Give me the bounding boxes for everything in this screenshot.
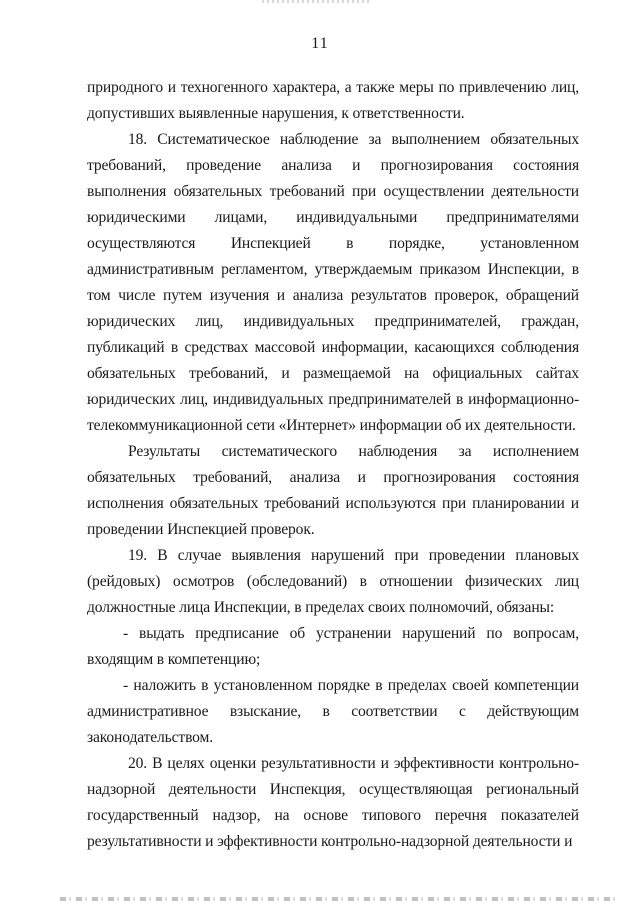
scan-speckle-top bbox=[262, 0, 372, 3]
page-number: 11 bbox=[311, 35, 329, 52]
list-item-prescription: - выдать предписание об устранении нарушений по вопросам, входящим в компетенцию; bbox=[87, 625, 579, 668]
paragraph-item-20: 20. В целях оценки результативности и эффективности контрольно-надзорной деятельности Инспекция, осуществляющая региональный государственный надзор, на основе типового перечня показателей результативности и эффективности контрольно-надзорной деятельности и bbox=[87, 755, 579, 850]
paragraph-monitoring-results: Результаты систематического наблюдения за исполнением обязательных требований, анализа и прогнозирования состояния исполнения обязательных требований используются при планировании и проведении Инспекцией проверок. bbox=[87, 443, 579, 538]
document-body bbox=[87, 75, 579, 855]
paragraph-item-18: 18. Систематическое наблюдение за выполнением обязательных требований, проведение анализа и прогнозирования состояния выполнения обязательных требований при осуществлении деятельности юридическими лицами, индивидуальными предпринимателями осуществляются Инспекцией в порядке, установленном административным регламентом, утверждаемым приказом Инспекции, в том числе путем изучения и анализа результатов проверок, обращений юридических лиц, индивидуальных предпринимателей, граждан, публикаций в средствах массовой информации, касающихся соблюдения обязательных требований, и размещаемой на официальных сайтах юридических лиц, индивидуальных предпринимателей в информационно-телекоммуникационной сети «Интернет» информации об их деятельности. bbox=[87, 131, 579, 434]
scan-speckle-bottom bbox=[60, 897, 620, 901]
list-item-penalty: - наложить в установленном порядке в пределах своей компетенции административное взыскание, в соответствии с действующим законодательством. bbox=[87, 677, 579, 746]
paragraph-item-19: 19. В случае выявления нарушений при проведении плановых (рейдовых) осмотров (обследований) в отношении физических лиц должностные лица Инспекции, в пределах своих полномочий, обязаны: bbox=[87, 547, 579, 616]
paragraph-continuation: природного и техногенного характера, а также меры по привлечению лиц, допустивших выявленные нарушения, к ответственности. bbox=[87, 79, 579, 122]
